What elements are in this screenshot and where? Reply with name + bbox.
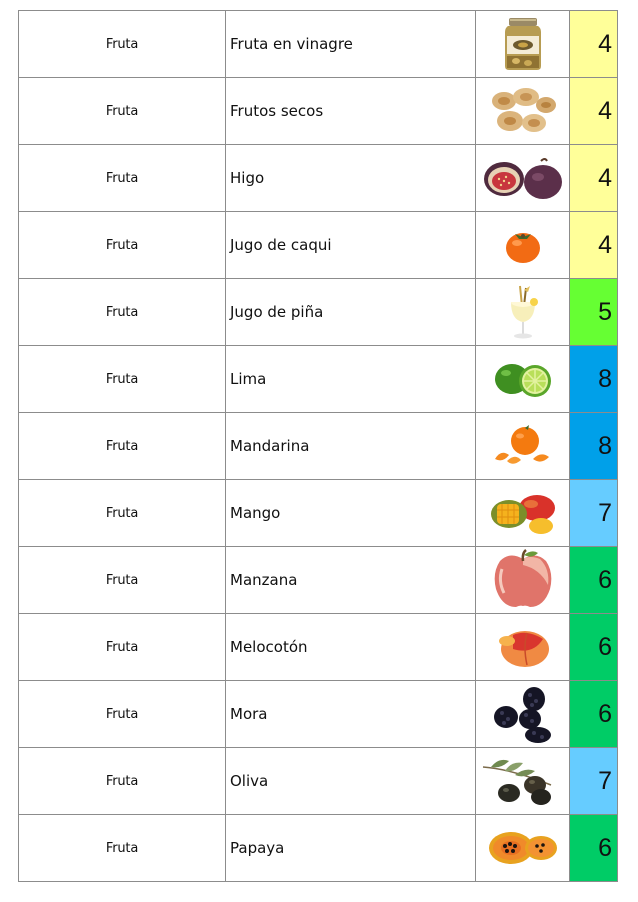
food-name: Fruta en vinagre (230, 35, 353, 53)
fig-icon (476, 145, 569, 211)
score-cell (570, 78, 618, 145)
table-row (19, 279, 618, 346)
category-label: Fruta (105, 103, 139, 119)
table-row (19, 480, 618, 547)
table-row (19, 212, 618, 279)
category-cell (19, 413, 226, 480)
score-cell (570, 614, 618, 681)
table-row (19, 547, 618, 614)
food-image-cell (476, 547, 570, 614)
score-value: 8 (598, 431, 612, 460)
category-label: Fruta (105, 505, 139, 521)
table-row (19, 145, 618, 212)
page (18, 10, 615, 882)
food-name-cell (226, 346, 476, 413)
food-name-cell (226, 212, 476, 279)
food-name-cell (226, 145, 476, 212)
score-cell (570, 815, 618, 882)
mango-icon (476, 480, 569, 546)
food-name: Manzana (230, 571, 298, 589)
food-name-cell (226, 748, 476, 815)
food-name: Mora (230, 705, 268, 723)
peach-icon (476, 614, 569, 680)
food-name-cell (226, 547, 476, 614)
food-name-cell (226, 815, 476, 882)
score-value: 6 (598, 565, 612, 594)
food-name-cell (226, 279, 476, 346)
score-value: 4 (598, 163, 612, 192)
category-label: Fruta (105, 438, 139, 454)
blackberry-icon (476, 681, 569, 747)
food-image-cell (476, 480, 570, 547)
lime-icon (476, 346, 569, 412)
food-name: Frutos secos (230, 102, 324, 120)
category-cell (19, 145, 226, 212)
category-label: Fruta (105, 773, 139, 789)
score-value: 6 (598, 632, 612, 661)
food-name-cell (226, 78, 476, 145)
food-image-cell (476, 11, 570, 78)
score-cell (570, 212, 618, 279)
score-cell (570, 145, 618, 212)
food-image-cell (476, 614, 570, 681)
category-cell (19, 11, 226, 78)
food-name-cell (226, 413, 476, 480)
score-cell (570, 748, 618, 815)
category-cell (19, 78, 226, 145)
food-image-cell (476, 279, 570, 346)
table-row (19, 413, 618, 480)
food-image-cell (476, 346, 570, 413)
category-label: Fruta (105, 840, 139, 856)
dried-figs-icon (476, 78, 569, 144)
score-value: 4 (598, 29, 612, 58)
category-cell (19, 346, 226, 413)
food-image-cell (476, 78, 570, 145)
score-cell (570, 681, 618, 748)
food-name-cell (226, 681, 476, 748)
food-name: Melocotón (230, 638, 308, 656)
food-name: Jugo de piña (230, 303, 324, 321)
category-cell (19, 614, 226, 681)
food-image-cell (476, 212, 570, 279)
score-cell (570, 547, 618, 614)
score-cell (570, 279, 618, 346)
table-row (19, 681, 618, 748)
score-cell (570, 413, 618, 480)
score-value: 6 (598, 699, 612, 728)
food-table (18, 10, 618, 882)
category-cell (19, 480, 226, 547)
category-label: Fruta (105, 304, 139, 320)
pina-colada-icon (476, 279, 569, 345)
table-row (19, 815, 618, 882)
food-name: Jugo de caqui (230, 236, 332, 254)
apple-icon (476, 547, 569, 613)
category-label: Fruta (105, 371, 139, 387)
category-cell (19, 279, 226, 346)
food-name-cell (226, 480, 476, 547)
olive-icon (476, 748, 569, 814)
category-cell (19, 547, 226, 614)
food-name: Oliva (230, 772, 269, 790)
table-row (19, 11, 618, 78)
food-image-cell (476, 413, 570, 480)
score-value: 8 (598, 364, 612, 393)
table-body (19, 11, 618, 882)
food-image-cell (476, 748, 570, 815)
category-label: Fruta (105, 237, 139, 253)
food-image-cell (476, 681, 570, 748)
persimmon-icon (476, 212, 569, 278)
category-cell (19, 815, 226, 882)
food-name: Mango (230, 504, 281, 522)
score-value: 7 (598, 766, 612, 795)
score-cell (570, 480, 618, 547)
category-cell (19, 212, 226, 279)
score-value: 5 (598, 297, 612, 326)
table-row (19, 748, 618, 815)
score-cell (570, 11, 618, 78)
food-image-cell (476, 145, 570, 212)
food-name-cell (226, 11, 476, 78)
tangerine-icon (476, 413, 569, 479)
score-value: 4 (598, 230, 612, 259)
table-row (19, 614, 618, 681)
category-label: Fruta (105, 572, 139, 588)
category-cell (19, 748, 226, 815)
food-name: Mandarina (230, 437, 310, 455)
category-label: Fruta (105, 36, 139, 52)
food-name: Higo (230, 169, 265, 187)
food-name: Papaya (230, 839, 285, 857)
score-cell (570, 346, 618, 413)
score-value: 7 (598, 498, 612, 527)
jar-icon (476, 11, 569, 77)
category-label: Fruta (105, 639, 139, 655)
food-name: Lima (230, 370, 267, 388)
score-value: 6 (598, 833, 612, 862)
papaya-icon (476, 815, 569, 881)
food-image-cell (476, 815, 570, 882)
category-label: Fruta (105, 706, 139, 722)
table-row (19, 346, 618, 413)
category-cell (19, 681, 226, 748)
food-name-cell (226, 614, 476, 681)
category-label: Fruta (105, 170, 139, 186)
table-row (19, 78, 618, 145)
score-value: 4 (598, 96, 612, 125)
